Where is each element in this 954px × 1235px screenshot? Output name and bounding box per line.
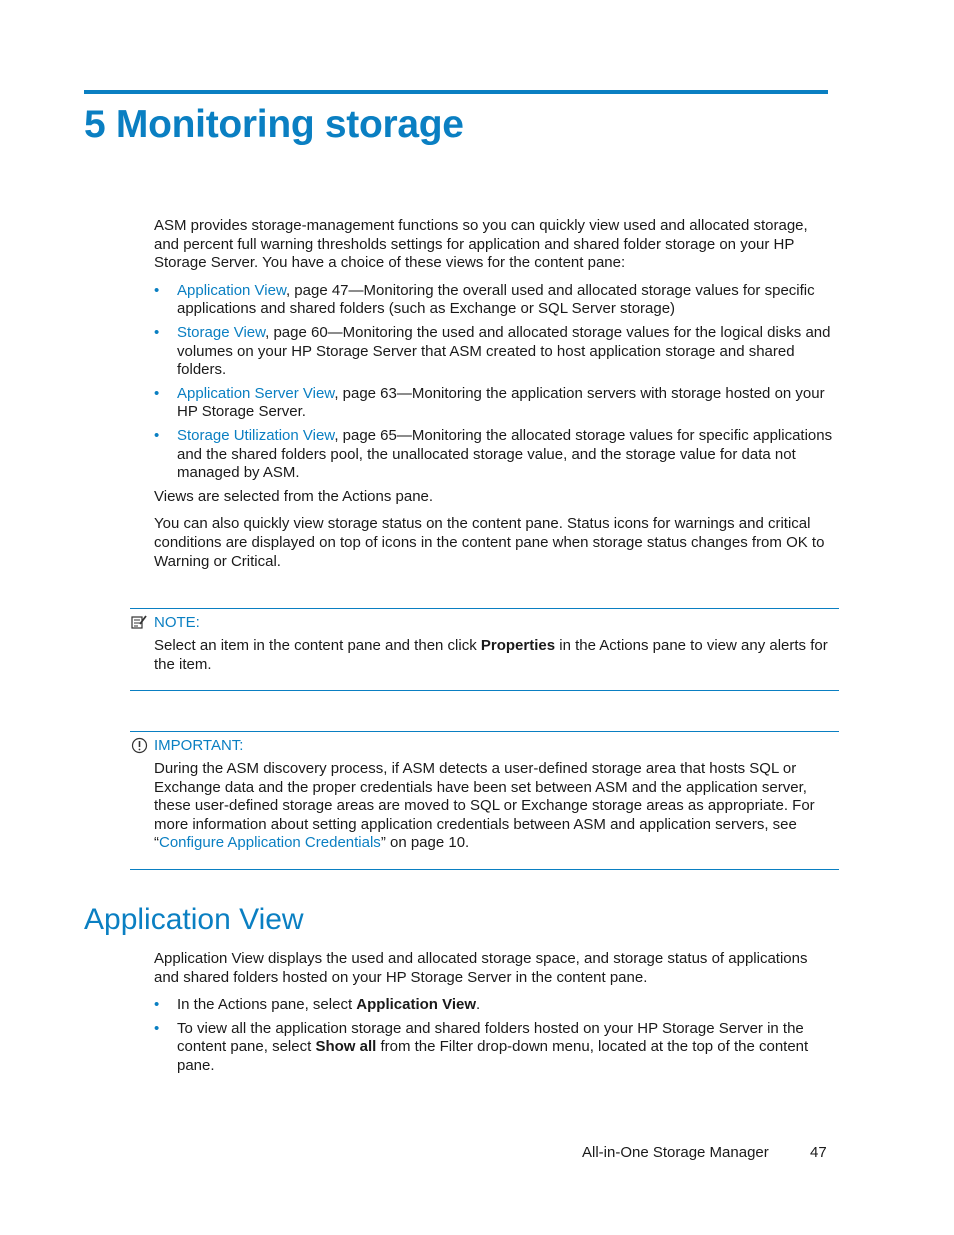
application-view-intro: Application View displays the used and allocated storage space, and storage status of applications and shared folders hosted on your HP Storage Server in the content pane. (154, 950, 808, 986)
list-item-text: , page 65—Monitoring the allocated storage values for specific applications and the shared folders pool, the unallocated storage value, and the storage value for data not managed by ASM. (177, 426, 833, 482)
important-text-main: During the ASM discovery process, if ASM detects a user-defined storage area that hosts SQL or Exchange data and the proper credentials have been set between ASM and the application server, these user-defined storage areas are moved to SQL or Exchange storage areas as appropriate. For more information about setting application credentials between ASM and application servers, see (154, 760, 815, 833)
footer-product-name: All-in-One Storage Manager (582, 1144, 769, 1161)
note-text-end: in the Actions pane to view any alerts for the item. (154, 637, 828, 673)
application-view-steps (154, 996, 834, 1075)
list-item (154, 996, 834, 1015)
configure-application-credentials-link[interactable]: Configure Application Credentials (159, 834, 381, 852)
important-callout (130, 731, 839, 870)
step-text: To view all the application storage and shared folders hosted on your HP Storage Server in the content pane, select (177, 1019, 804, 1056)
note-bold-term: Properties (480, 637, 556, 654)
list-item (154, 427, 834, 483)
note-text-start: Select an item in the content pane and then click (154, 637, 481, 654)
exclamation-icon (130, 736, 149, 754)
important-text (130, 760, 839, 853)
section-title-application-view: Application View (84, 903, 304, 936)
step-bold-term: Application View (356, 996, 477, 1014)
application-server-view-link[interactable]: Application Server View (177, 384, 335, 402)
list-item-text: , page 47—Monitoring the overall used and allocated storage values for specific applications and shared folders (such as Exchange or SQL Server storage) (177, 281, 815, 318)
chapter-top-rule (84, 90, 828, 94)
views-list (154, 282, 834, 483)
list-item-text: , page 60—Monitoring the used and allocated storage values for the logical disks and volumes on your HP Storage Server that ASM created to host application storage and shared folders. (177, 323, 831, 379)
important-header (130, 734, 839, 756)
step-text-end: . (476, 996, 481, 1014)
note-pencil-icon (130, 613, 149, 631)
note-header (130, 611, 839, 633)
important-text-end: ” on page 10. (380, 834, 470, 852)
views-selected-paragraph: Views are selected from the Actions pane. (154, 487, 434, 505)
step-text-end: from the Filter drop-down menu, located at the top of the content pane. (177, 1038, 809, 1074)
list-item (154, 324, 834, 380)
status-paragraph: You can also quickly view storage status on the content pane. Status icons for warnings and critical conditions are displayed on top of icons in the content pane when storage status changes from OK to Warning or Critical. (154, 515, 825, 570)
storage-view-link[interactable]: Storage View (177, 323, 266, 341)
footer-page-number: 47 (810, 1144, 827, 1161)
chapter-intro-section (154, 217, 834, 571)
list-item-text: , page 63—Monitoring the application servers with storage hosted on your HP Storage Server. (177, 384, 825, 421)
storage-utilization-view-link[interactable]: Storage Utilization View (177, 426, 335, 444)
step-bold-term: Show all (315, 1038, 377, 1056)
application-view-section (154, 950, 834, 1081)
note-callout (130, 608, 839, 691)
application-view-link[interactable]: Application View (177, 281, 286, 299)
note-text (130, 637, 839, 674)
list-item (154, 1020, 834, 1076)
intro-paragraph: ASM provides storage-management functions so you can quickly view used and allocated storage, and percent full warning thresholds settings for application and shared folder storage on your HP Storage Server. You have a choice of these views for the content pane: (154, 217, 808, 272)
note-label: NOTE: (154, 613, 200, 631)
important-label: IMPORTANT: (154, 736, 244, 754)
step-text: In the Actions pane, select (177, 996, 357, 1014)
list-item (154, 385, 834, 422)
list-item (154, 282, 834, 319)
important-quote-open: “ (154, 834, 159, 852)
chapter-title: 5 Monitoring storage (84, 103, 464, 146)
